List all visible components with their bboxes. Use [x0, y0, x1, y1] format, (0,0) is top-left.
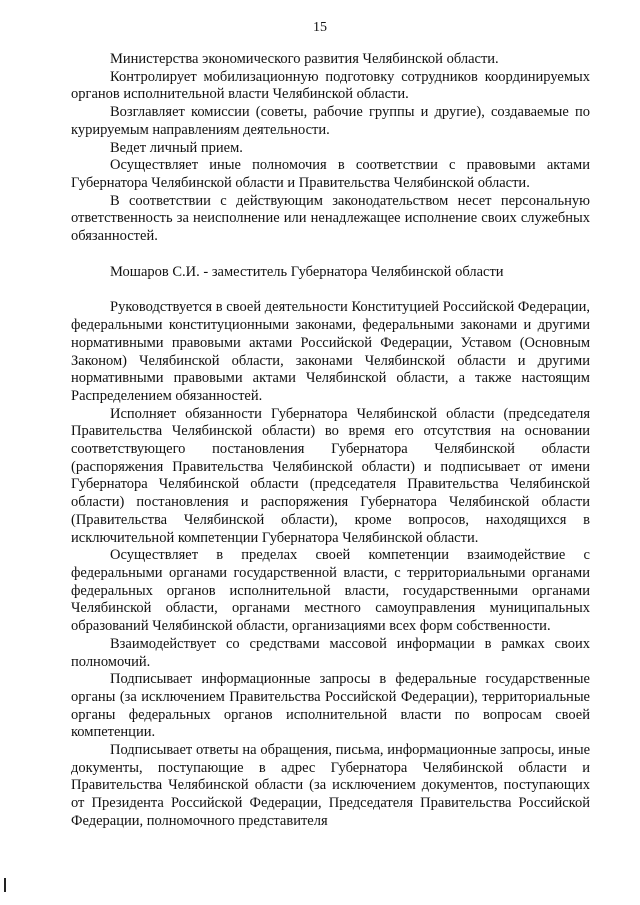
paragraph: Осуществляет в пределах своей компетенции взаимодействие с федеральными органами государственной власти, с территориальными органами федеральных органов исполнительной власти, государственными органами Челябинской области, органами местного самоуправления муниципальных образований Челябинской области, организациями всех форм собственности.	[71, 547, 590, 635]
document-body	[71, 51, 590, 831]
paragraph: Контролирует мобилизационную подготовку сотрудников координируемых органов исполнительной власти Челябинской области.	[71, 68, 590, 103]
page-number: 15	[313, 20, 327, 35]
paragraph: Осуществляет иные полномочия в соответствии с правовыми актами Губернатора Челябинской области и Правительства Челябинской области.	[71, 157, 590, 191]
paragraph: Подписывает информационные запросы в федеральные государственные органы (за исключением Правительства Российской Федерации), территориальные органы федеральных органов исполнительной власти по вопросам своей компетенции.	[71, 671, 590, 741]
scan-edge-mark	[4, 878, 6, 892]
paragraph: Министерства экономического развития Челябинской области.	[110, 51, 499, 67]
paragraph: Исполняет обязанности Губернатора Челябинской области (председателя Правительства Челябинской области) во время его отсутствия на основании соответствующего постановления Губернатора Челябинской области (распоряжения Правительства Челябинской области) и подписывает от имени Губернатора Челябинской области (председателя Правительства Челябинской области) постановления и распоряжения Губернатора Челябинской области (Правительства Челябинской области), кроме вопросов, находящихся в исключительной компетенции Губернатора Челябинской области.	[71, 405, 590, 546]
paragraph: В соответствии с действующим законодательством несет персональную ответственность за неисполнение или ненадлежащее исполнение своих служебных обязанностей.	[71, 192, 590, 245]
paragraph: Подписывает ответы на обращения, письма, информационные запросы, иные документы, поступающие в адрес Губернатора Челябинской области и Правительства Челябинской области (за исключением документов, поступающих от Президента Российской Федерации, Председателя Правительства Российской Федерации, полномочного представителя	[71, 742, 590, 829]
paragraph: Ведет личный прием.	[110, 139, 243, 156]
paragraph: Взаимодействует со средствами массовой информации в рамках своих полномочий.	[71, 635, 590, 670]
section-heading: Мошаров С.И. - заместитель Губернатора Челябинской области	[110, 263, 504, 280]
paragraph: Возглавляет комиссии (советы, рабочие группы и другие), создаваемые по курируемым направлениям деятельности.	[71, 104, 590, 138]
paragraph: Руководствуется в своей деятельности Конституцией Российской Федерации, федеральными конституционными законами, федеральными законами и другими нормативными правовыми актами Российской Федерации, Уставом (Основным Законом) Челябинской области, законами Челябинской области и другими нормативными правовыми актами Челябинской области, а также настоящим Распределением обязанностей.	[71, 299, 590, 404]
